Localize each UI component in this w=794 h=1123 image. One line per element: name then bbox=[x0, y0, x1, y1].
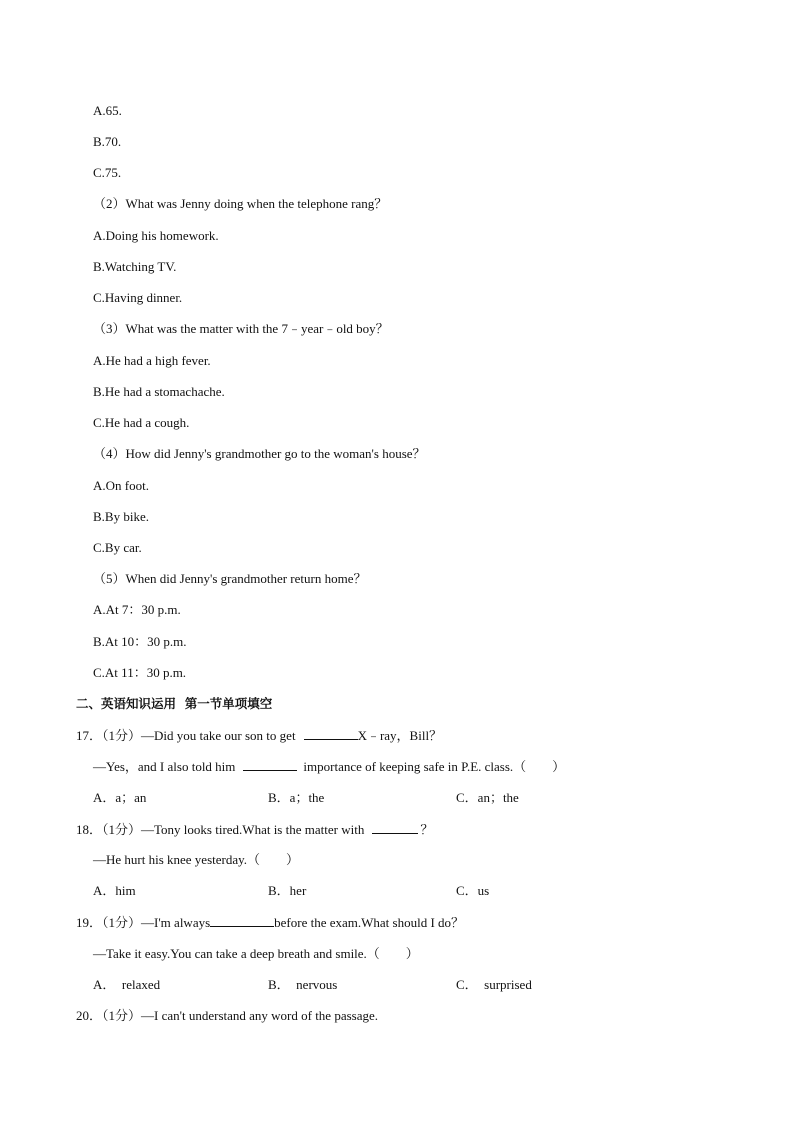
question-17-option-a: A．a；an bbox=[93, 790, 147, 805]
question-3-option-b: B.He had a stomachache. bbox=[93, 384, 225, 399]
question-4-option-b: B.By bike. bbox=[93, 509, 149, 524]
question-19-option-c: C． surprised bbox=[456, 977, 532, 992]
question-number: 17．（1分） bbox=[76, 728, 142, 743]
question-2-option-b: B.Watching TV. bbox=[93, 259, 177, 274]
question-2-option-c: C.Having dinner. bbox=[93, 290, 183, 305]
question-5-option-c: C.At 11：30 p.m. bbox=[93, 665, 187, 680]
question-3-option-c: C.He had a cough. bbox=[93, 415, 190, 430]
question-18-option-a: A．him bbox=[93, 883, 136, 898]
question-3-stem: （3）What was the matter with the 7﹣year﹣old boy？ bbox=[93, 321, 389, 336]
question-17-line-2: —Yes，and I also told him importance of keeping safe in P.E. class.（ ） bbox=[93, 759, 566, 774]
answer-blank bbox=[372, 821, 418, 834]
question-17-line-1: 17．（1分）—Did you take our son to get X﹣ray，Bill？ bbox=[76, 728, 443, 743]
question-17-option-b: B．a；the bbox=[268, 790, 325, 805]
question-5-stem: （5）When did Jenny's grandmother return home？ bbox=[93, 571, 367, 586]
question-18-line-2: —He hurt his knee yesterday.（ ） bbox=[93, 852, 300, 867]
question-number: 20．（1分） bbox=[76, 1008, 142, 1023]
question-20-line-1: 20．（1分）—I can't understand any word of the passage. bbox=[76, 1008, 379, 1023]
answer-blank bbox=[243, 758, 297, 771]
question-19-line-1: 19．（1分）—I'm always before the exam.What should I do？ bbox=[76, 915, 465, 930]
question-number: 18．（1分） bbox=[76, 822, 142, 837]
section-heading: 二、英语知识运用 第一节单项填空 bbox=[76, 696, 273, 711]
question-2-stem: （2）What was Jenny doing when the telephone rang？ bbox=[93, 196, 388, 211]
question-5-option-b: B.At 10：30 p.m. bbox=[93, 634, 187, 649]
question-19-option-a: A． relaxed bbox=[93, 977, 161, 992]
option-b-text: B.70. bbox=[93, 134, 122, 149]
question-4-stem: （4）How did Jenny's grandmother go to the woman's house？ bbox=[93, 446, 426, 461]
question-5-option-a: A.At 7：30 p.m. bbox=[93, 602, 181, 617]
answer-blank bbox=[304, 727, 358, 740]
question-4-option-a: A.On foot. bbox=[93, 478, 149, 493]
question-4-option-c: C.By car. bbox=[93, 540, 142, 555]
question-number: 19．（1分） bbox=[76, 915, 142, 930]
question-17-option-c: C．an；the bbox=[456, 790, 519, 805]
question-18-option-b: B．her bbox=[268, 883, 307, 898]
answer-blank bbox=[210, 914, 274, 927]
question-3-option-a: A.He had a high fever. bbox=[93, 353, 211, 368]
question-19-line-2: —Take it easy.You can take a deep breath and smile.（ ） bbox=[93, 946, 419, 961]
option-a-text: A.65. bbox=[93, 103, 122, 118]
option-c-text: C.75. bbox=[93, 165, 122, 180]
question-18-option-c: C．us bbox=[456, 883, 490, 898]
question-18-line-1: 18．（1分）—Tony looks tired.What is the matter with ？ bbox=[76, 822, 434, 837]
question-2-option-a: A.Doing his homework. bbox=[93, 228, 219, 243]
question-19-option-b: B． nervous bbox=[268, 977, 338, 992]
